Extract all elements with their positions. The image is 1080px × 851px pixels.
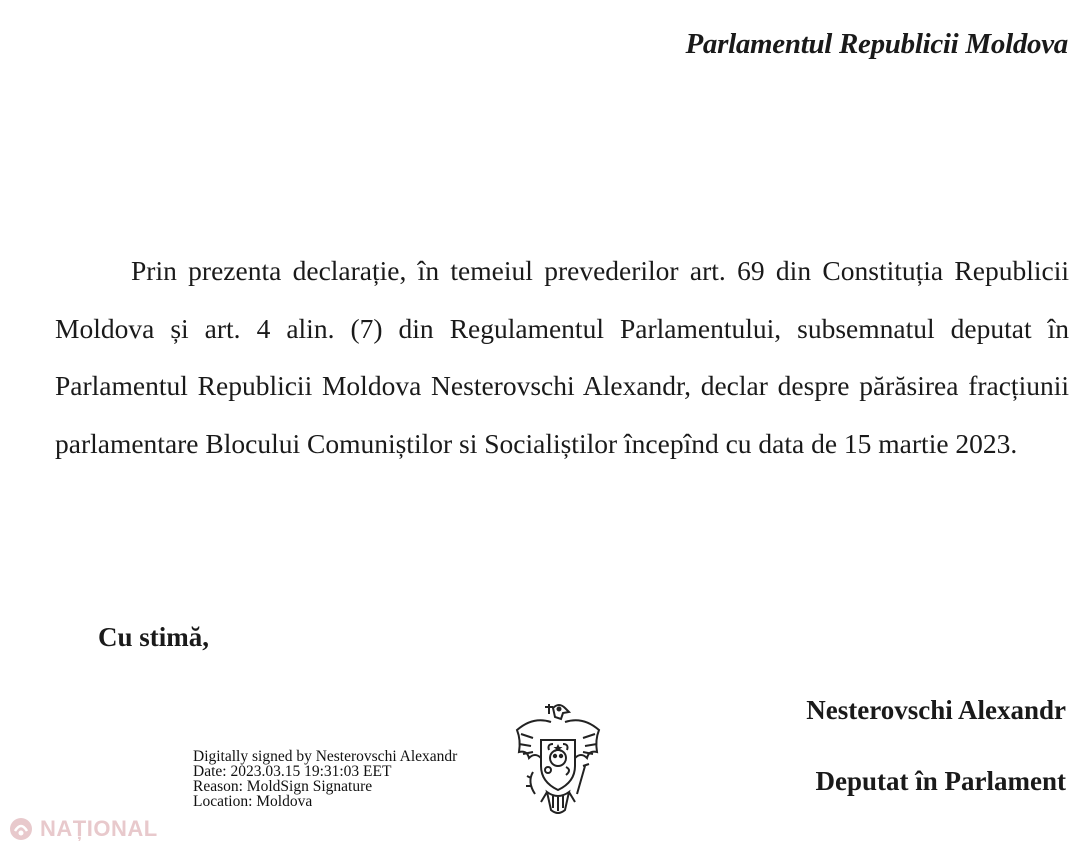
signer-role: Deputat în Parlament <box>815 766 1066 796</box>
declaration-paragraph: Prin prezenta declarație, în temeiul prevederilor art. 69 din Constituția Republicii Moldova și art. 4 alin. (7) din Regulamentul Parlamentului, subsemnatul deputat în Parlamentul Republicii Moldova Nesterovschi Alexandr, declar despre părăsirea fracțiunii parlamentare Blocului Comuniștilor si Socialiștilor începînd cu data de 15 martie 2023. <box>55 255 1069 459</box>
digital-signature-signed-by: Digitally signed by Nesterovschi Alexandr <box>193 748 458 765</box>
digital-signature-reason: Reason: MoldSign Signature <box>193 778 373 795</box>
watermark <box>8 816 158 842</box>
coat-of-arms-icon <box>503 700 613 830</box>
addressee: Parlamentul Republicii Moldova <box>685 28 1068 60</box>
closing-salutation: Cu stimă, <box>98 622 210 652</box>
watermark-text: NAȚIONAL <box>40 816 158 841</box>
digital-signature-location: Location: Moldova <box>193 793 313 810</box>
national-logo-icon <box>8 816 34 842</box>
signer-name: Nesterovschi Alexandr <box>806 695 1066 725</box>
digital-signature-date: Date: 2023.03.15 19:31:03 EET <box>193 763 392 780</box>
digital-signature-block <box>193 749 457 809</box>
